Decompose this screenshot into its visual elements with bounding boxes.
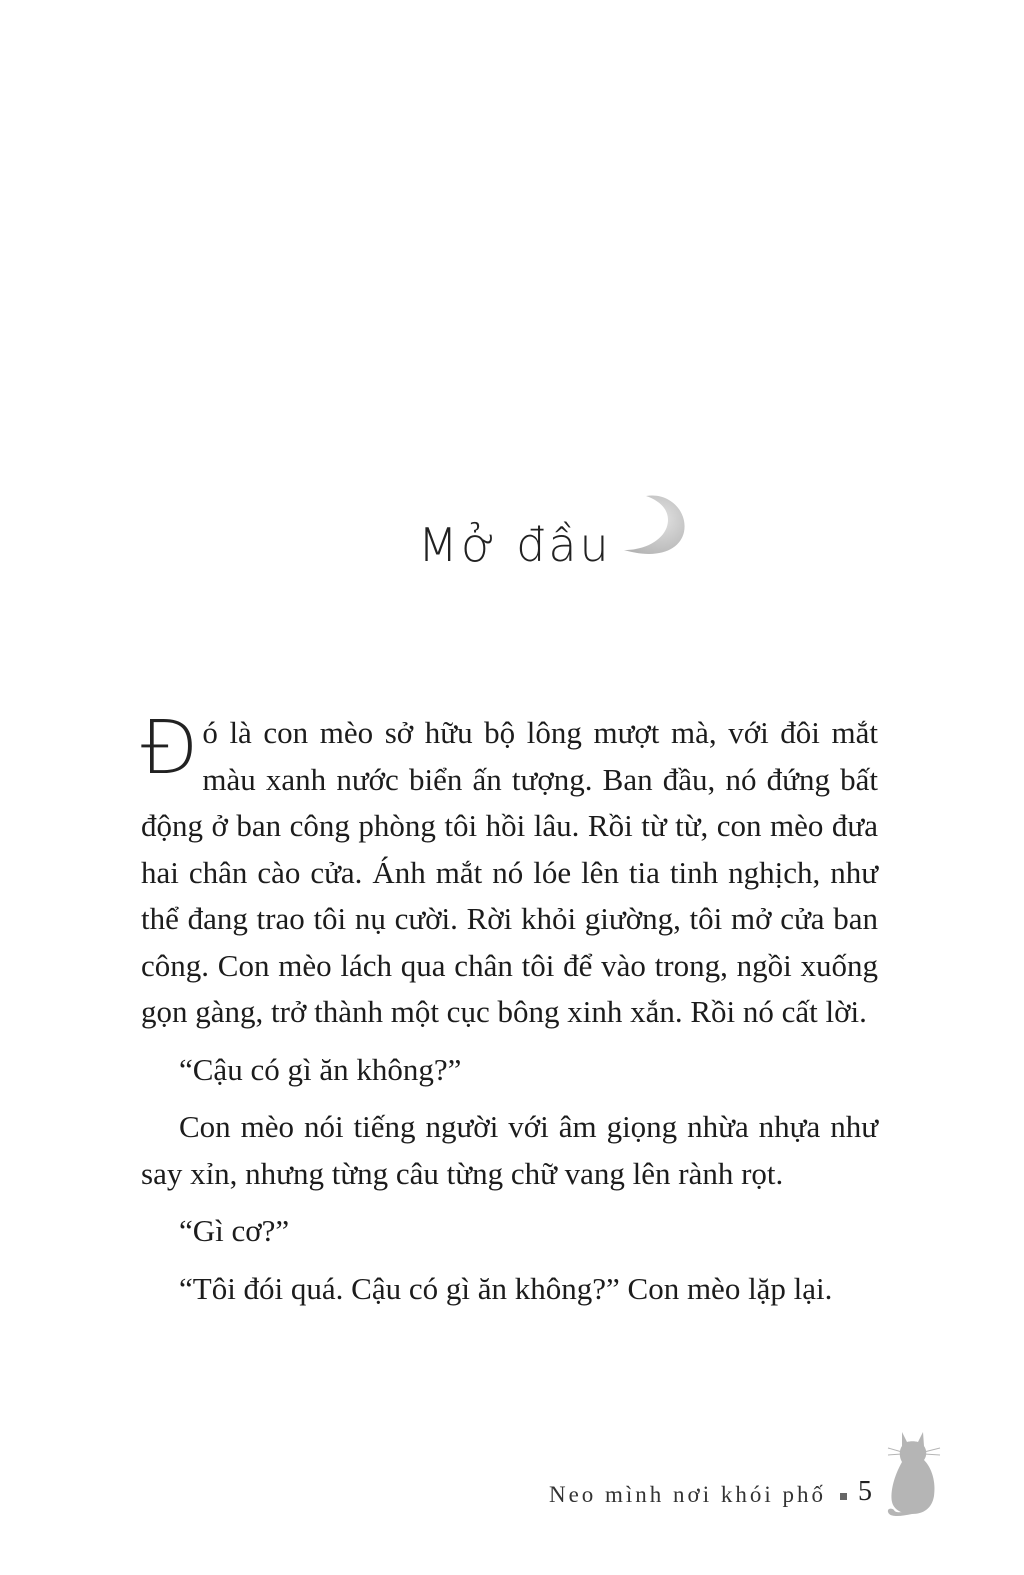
- footer-separator: [840, 1493, 847, 1500]
- chapter-title: Mở đầu: [418, 518, 612, 572]
- page-number: 5: [858, 1476, 872, 1507]
- cat-silhouette-icon: [880, 1424, 944, 1524]
- dialogue-paragraph: “Gì cơ?”: [179, 1213, 290, 1248]
- dialogue-paragraph: “Tôi đói quá. Cậu có gì ăn không?” Con mèo lặp lại.: [179, 1270, 833, 1306]
- opening-paragraph: [141, 705, 878, 1036]
- chapter-heading: [0, 500, 1024, 610]
- chapter-body: [141, 705, 878, 1312]
- drop-cap: Đ: [141, 705, 199, 791]
- running-footer: [0, 1430, 1024, 1540]
- narration-paragraph: Con mèo nói tiếng người với âm giọng nhừa nhựa như say xỉn, nhưng từng câu từng chữ vang lên rành rọt.: [141, 1109, 878, 1191]
- book-title: Neo mình nơi khói phố: [548, 1482, 826, 1507]
- dialogue-paragraph: “Cậu có gì ăn không?”: [179, 1051, 462, 1087]
- crescent-moon-icon: [618, 488, 690, 560]
- opening-paragraph-text: ó là con mèo sở hữu bộ lông mượt mà, với đôi mắt màu xanh nước biển ấn tượng. Ban đầu, nó đứng bất động ở ban công phòng tôi hồi lâu. Rồi từ từ, con mèo đưa hai chân cào cửa. Ánh mắt nó lóe lên tia tinh nghịch, như thể đang trao tôi nụ cười. Rời khỏi giường, tôi mở cửa ban công. Con mèo lách qua chân tôi để vào trong, ngồi xuống gọn gàng, trở thành một cục bông xinh xắn. Rồi nó cất lời.: [141, 715, 878, 1029]
